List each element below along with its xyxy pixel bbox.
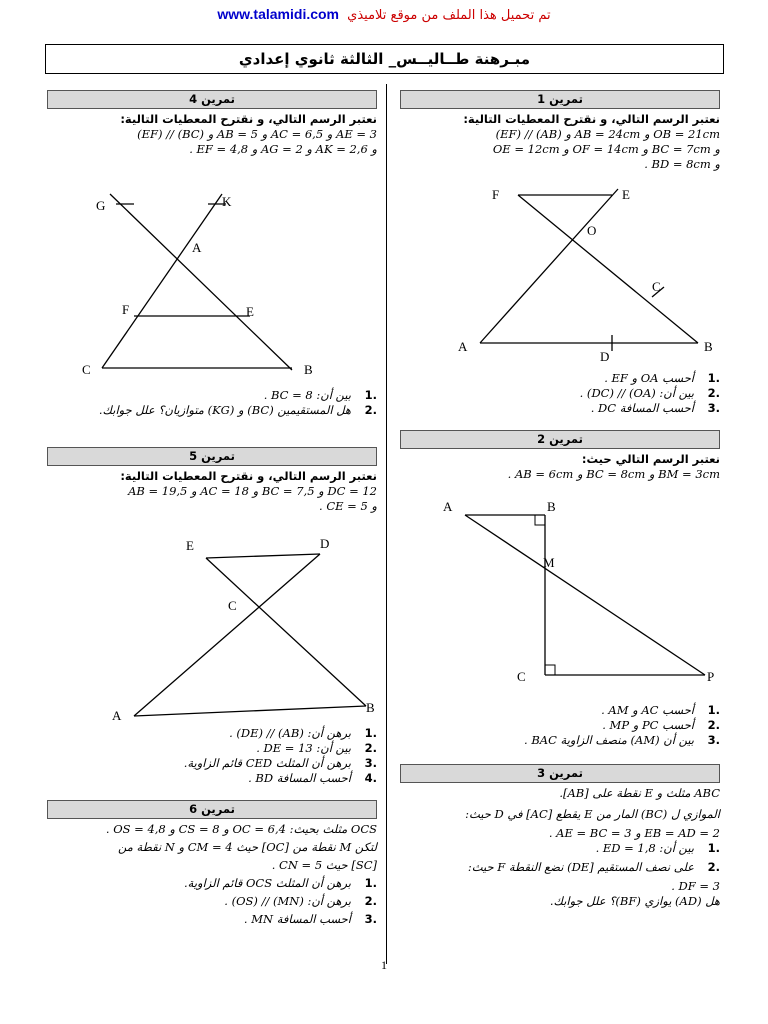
question: 3. أحسب المسافة DC . (590, 401, 720, 415)
label-a: A (112, 708, 122, 723)
segment-ed (206, 554, 320, 558)
label-b: B (547, 499, 556, 514)
exercise-6-header: تمرين 6 (47, 800, 377, 819)
exercise-3-line-5: هل (AD) يوازي (BF)؟ علل جوابك. (549, 894, 720, 908)
exercise-1-figure (440, 185, 730, 365)
label-d: D (600, 349, 610, 364)
label-p: P (707, 669, 715, 684)
exercise-1-data-1: OB = 21cm و AB = 24cm و (AB) // (EF) (495, 127, 720, 141)
exercise-4-questions (47, 388, 377, 418)
exercise-6-line-3: [SC] حيث CN = 5 . (271, 858, 377, 872)
label-f: F (492, 187, 500, 202)
site-url-link[interactable]: www.talamidi.com (217, 6, 340, 22)
exercise-6-text (47, 800, 377, 927)
label-e: E (186, 538, 194, 553)
exercise-5-data-1: DC = 12 و BC = 7,5 و AC = 18 و AB = 19,5 (128, 484, 377, 498)
label-b: B (704, 339, 713, 354)
exercise-2-text (400, 430, 720, 482)
label-c: C (517, 669, 526, 684)
segment-ap (465, 515, 705, 675)
question: 2. بين أن: (OA) // (DC) . (579, 386, 720, 400)
question: 1. بين أن: ED = 1,8 . (595, 841, 720, 855)
segment-fb (518, 195, 698, 343)
exercise-3-line-2: الموازي ل (BC) المار من E يقطع [AC] في D حيث: (465, 807, 720, 821)
exercise-1-data-3: و BD = 8cm . (644, 157, 720, 171)
download-note: تم تحميل هذا الملف من موقع تلاميذي (347, 8, 551, 23)
line-kc (102, 194, 222, 368)
label-e: E (622, 187, 630, 202)
question: 1. أحسب OA و EF . (604, 371, 720, 385)
exercise-5-intro: نعتبر الرسم التالي، و نقترح المعطيات التالية: (120, 469, 377, 483)
label-c: C (652, 279, 661, 294)
exercise-4-intro: نعتبر الرسم التالي، و نقترح المعطيات التالية: (120, 112, 377, 126)
question: 2. هل المستقيمين (BC) و (KG) متوازيان؟ علل جوابك. (98, 403, 377, 417)
exercise-4-figure (80, 190, 340, 380)
label-b: B (304, 362, 313, 377)
exercise-5-data-2: و CE = 5 . (319, 499, 377, 513)
label-d: D (320, 536, 330, 551)
label-a: A (192, 240, 202, 255)
label-e: E (246, 304, 254, 319)
exercise-2-figure (435, 495, 735, 695)
exercise-5-header: تمرين 5 (47, 447, 377, 466)
question: 2. على نصف المستقيم [DE) نضع النقطة F حيث: (467, 860, 720, 874)
question: 3. برهن أن المثلث CED قائم الزاوية. (183, 756, 377, 770)
label-f: F (122, 302, 130, 317)
exercise-5-figure (110, 534, 380, 724)
label-g: G (96, 198, 106, 213)
segment-ab (134, 706, 366, 716)
column-divider (386, 84, 387, 964)
question: 1. برهن أن المثلث OCS قائم الزاوية. (184, 876, 377, 890)
exercise-2-intro: نعتبر الرسم التالي حيث: (581, 452, 720, 466)
question: 2. برهن أن: (MN) // (OS) . (224, 894, 377, 908)
label-a: A (443, 499, 453, 514)
exercise-1-intro: نعتبر الرسم التالي، و نقترح المعطيات التالية: (463, 112, 720, 126)
exercise-1-questions (400, 371, 720, 416)
exercise-6-line-2: لتكن M نقطة من [OC] حيث CM = 4 و N نقطة من (117, 840, 377, 854)
label-k: K (222, 194, 232, 209)
label-o: O (587, 223, 597, 238)
exercise-2-questions (400, 703, 720, 748)
label-m: M (543, 555, 555, 570)
label-c: C (82, 362, 91, 377)
exercise-1-data-2: و BC = 7cm و OF = 14cm و OE = 12cm (492, 142, 720, 156)
question: 1. أحسب AC و AM . (601, 703, 720, 717)
exercise-4-text (47, 90, 377, 157)
label-c: C (228, 598, 237, 613)
exercise-3-line-1: ABC مثلث و E نقطة على [AB]. (559, 786, 720, 800)
exercise-5-text (47, 447, 377, 514)
exercise-4-data-1: AE = 3 و AC = 6,5 و AB = 5 و (BC) // (EF) (137, 127, 377, 141)
page-number: 1 (381, 958, 387, 972)
label-a: A (458, 339, 468, 354)
exercise-3-line-3: EB = AD = 2 و AE = BC = 3 . (548, 826, 720, 840)
exercise-4-data-2: و AK = 2,6 و AG = 2 و EF = 4,8 . (189, 142, 377, 156)
exercise-3-header: تمرين 3 (400, 764, 720, 783)
exercise-6-line-1: OCS مثلث بحيث: OC = 6,4 و CS = 8 و OS = 4,8 . (105, 822, 377, 836)
exercise-4-header: تمرين 4 (47, 90, 377, 109)
question: 4. أحسب المسافة BD . (248, 771, 377, 785)
question: 1. برهن أن: (AB) // (DE) . (229, 726, 377, 740)
question: 1. بين أن: BC = 8 . (263, 388, 377, 402)
site-header (0, 6, 768, 23)
page-title: مبـرهنة طــاليــس_ الثالثة ثانوي إعدادي (45, 44, 724, 74)
exercise-1-text (400, 90, 720, 172)
exercise-3-line-4: DF = 3 . (671, 879, 720, 893)
exercise-3-text (400, 764, 720, 909)
question: 2. بين أن: DE = 13 . (256, 741, 377, 755)
exercise-2-header: تمرين 2 (400, 430, 720, 449)
right-angle-b (535, 515, 545, 525)
right-angle-c (545, 665, 555, 675)
question: 2. أحسب PC و MP . (602, 718, 720, 732)
exercise-5-questions (47, 726, 377, 786)
segment-ea (480, 189, 618, 343)
exercise-2-data: BM = 3cm و BC = 8cm و AB = 6cm . (507, 467, 720, 481)
question: 3. أحسب المسافة MN . (243, 912, 377, 926)
exercise-1-header: تمرين 1 (400, 90, 720, 109)
line-gb (110, 194, 292, 370)
question: 3. بين أن (AM) منصف الزاوية BAC . (524, 733, 720, 747)
label-b: B (366, 700, 375, 715)
